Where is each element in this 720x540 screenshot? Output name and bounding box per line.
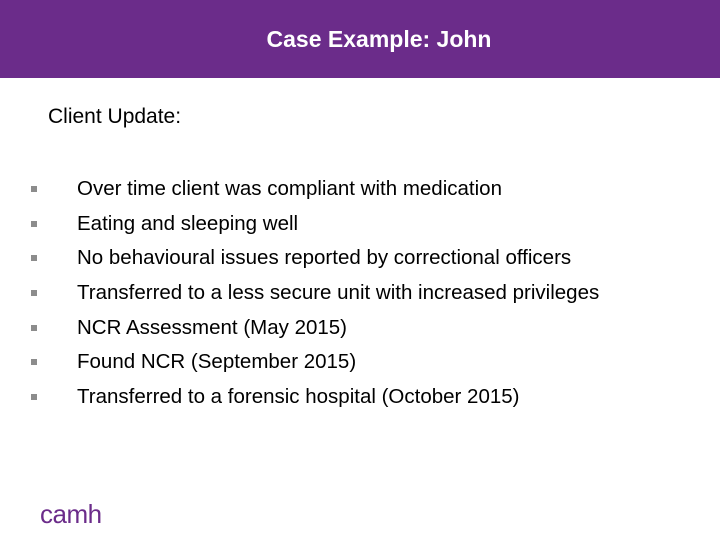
bullet-text: Transferred to a less secure unit with increased privileges: [77, 281, 600, 305]
bullet-text: Over time client was compliant with medication: [77, 177, 502, 201]
bullet-item: [30, 276, 599, 311]
slide-title: Case Example: John: [266, 26, 492, 52]
bullet-text: NCR Assessment (May 2015): [77, 315, 348, 339]
bullet-text: Found NCR (September 2015): [77, 350, 357, 374]
square-bullet-icon: [31, 359, 37, 365]
square-bullet-icon: [31, 325, 37, 331]
title-bar: [0, 0, 720, 78]
bullet-item: [30, 172, 599, 207]
square-bullet-icon: [31, 255, 37, 261]
square-bullet-icon: [31, 394, 37, 400]
bullet-item: [30, 310, 599, 345]
square-bullet-icon: [31, 221, 37, 227]
bullet-text: Transferred to a forensic hospital (October 2015): [77, 384, 520, 408]
bullet-item: [30, 345, 599, 380]
bullet-list: [30, 172, 599, 414]
bullet-item: [30, 207, 599, 242]
bullet-text: No behavioural issues reported by correctional officers: [77, 246, 572, 270]
square-bullet-icon: [31, 290, 37, 296]
bullet-item: [30, 380, 599, 415]
camh-logo: camh: [40, 499, 102, 529]
bullet-item: [30, 241, 599, 276]
section-heading: Client Update:: [48, 105, 182, 128]
square-bullet-icon: [31, 186, 37, 192]
bullet-text: Eating and sleeping well: [77, 211, 299, 235]
